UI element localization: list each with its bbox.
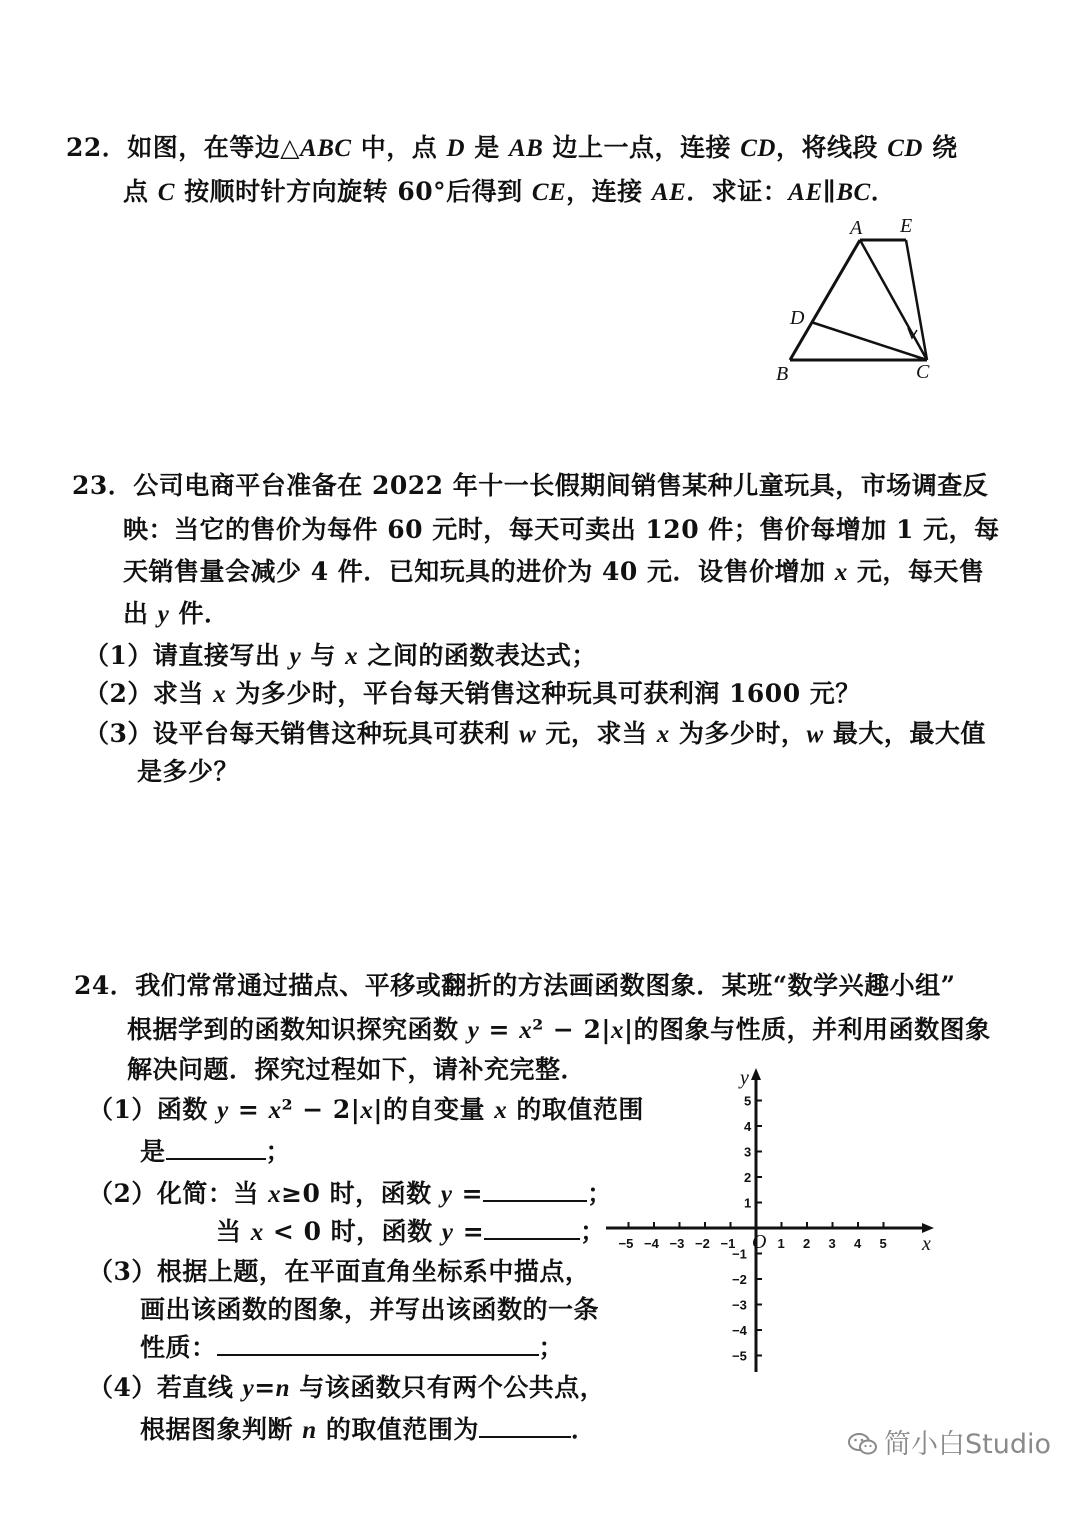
q24-part-3-cont: 画出该函数的图象，并写出该函数的一条 [140, 1295, 600, 1324]
y-tick-label: 4 [744, 1119, 752, 1134]
q24-part-3-cont-2: 性质： ； [140, 1333, 565, 1362]
wechat-icon [848, 1429, 878, 1460]
x-tick-label: −1 [720, 1236, 736, 1251]
x-tick-label: 5 [879, 1236, 887, 1251]
q23-part-3-cont: 是多少？ [137, 757, 240, 786]
triangle-figure [760, 210, 950, 390]
q24-line-1: 24．我们常常通过描点、平移或翻折的方法画函数图象．某班“数学兴趣小组” [74, 971, 956, 1000]
x-axis-arrow-icon [922, 1223, 934, 1233]
q23-line-2: 映：当它的售价为每件 60 元时，每天可卖出 120 件；售价每增加 1 元，每 [123, 515, 1000, 544]
x-tick-label: 1 [777, 1236, 785, 1251]
q23-line-3: 天销售量会减少 4 件．已知玩具的进价为 40 元．设售价增加 x 元，每天售 [123, 557, 985, 586]
q23-line-1: 23．公司电商平台准备在 2022 年十一长假期间销售某种儿童玩具，市场调查反 [72, 471, 989, 500]
origin-label: O [752, 1231, 767, 1253]
y-tick-label: −5 [732, 1348, 747, 1364]
label-a: A [850, 217, 863, 239]
q24-part-2-cont: 当 x < 0 时，函数 y = ； [216, 1217, 606, 1246]
x-tick-label: −3 [669, 1236, 685, 1251]
y-tick-label: 5 [744, 1093, 752, 1109]
y-axis-label: y [740, 1067, 749, 1089]
x-axis-label: x [922, 1233, 931, 1255]
q24-part-3: （3）根据上题，在平面直角坐标系中描点， [88, 1257, 591, 1286]
watermark [848, 1422, 1051, 1461]
answer-blank-5[interactable] [479, 1414, 571, 1438]
answer-blank-3[interactable] [484, 1216, 580, 1240]
q22-number: 22． [66, 133, 128, 162]
y-tick-label: 3 [744, 1144, 752, 1160]
x-tick-label: −5 [618, 1236, 634, 1251]
side-ab [790, 240, 860, 360]
x-tick-label: −2 [695, 1236, 710, 1251]
label-b: B [776, 363, 789, 385]
y-tick-label: 2 [744, 1170, 752, 1185]
q23-part-2: （2）求当 x 为多少时，平台每天销售这种玩具可获利润 1600 元？ [84, 679, 861, 708]
label-c: C [916, 361, 930, 383]
q23-part-1: （1）请直接写出 y 与 x 之间的函数表达式； [84, 641, 597, 670]
q24-part-1: （1）函数 y = x² − 2|x|的自变量 x 的取值范围 [88, 1095, 644, 1124]
q24-part-1-cont: 是 ； [140, 1137, 292, 1166]
y-tick-label: −2 [732, 1272, 747, 1287]
answer-blank-2[interactable] [483, 1178, 587, 1202]
q22-line-1: 22．如图，在等边△ABC 中，点 D 是 AB 边上一点，连接 CD，将线段 CD 绕 [66, 133, 958, 162]
x-tick-label: 3 [828, 1236, 836, 1251]
q23-line-4: 出 y 件． [123, 599, 230, 628]
y-tick-label: −4 [732, 1323, 747, 1338]
x-tick-label: 4 [854, 1236, 862, 1251]
y-tick-label: −1 [732, 1246, 747, 1262]
x-tick-label: −4 [644, 1236, 659, 1251]
x-tick-label: 2 [803, 1236, 811, 1251]
label-e: E [900, 215, 913, 237]
q24-line-3: 解决问题．探究过程如下，请补充完整． [127, 1055, 587, 1084]
q24-number: 24． [74, 971, 136, 1000]
q24-part-2: （2）化简：当 x≥0 时，函数 y = ； [88, 1179, 613, 1208]
y-tick-label: −3 [732, 1297, 747, 1313]
q23-number: 23． [72, 471, 134, 500]
q23-part-3: （3）设平台每天销售这种玩具可获利 w 元，求当 x 为多少时，w 最大，最大值 [84, 719, 986, 748]
label-d: D [790, 307, 805, 329]
q24-part-4: （4）若直线 y=n 与该函数只有两个公共点， [88, 1373, 606, 1402]
answer-blank-1[interactable] [166, 1136, 266, 1160]
q24-part-4-cont: 根据图象判断 n 的取值范围为 ． [140, 1415, 597, 1444]
watermark-text: 简小白Studio [884, 1429, 1051, 1460]
y-tick-label: 1 [744, 1195, 752, 1211]
coordinate-plane [600, 1066, 940, 1376]
y-axis-arrow-icon [751, 1068, 761, 1080]
q22-line-2: 点 C 按顺时针方向旋转 60°后得到 CE，连接 AE．求证：AE∥BC． [123, 177, 897, 206]
answer-blank-4[interactable] [217, 1332, 539, 1356]
q24-line-2: 根据学到的函数知识探究函数 y = x² − 2|x|的图象与性质，并利用函数图象 [127, 1015, 991, 1044]
